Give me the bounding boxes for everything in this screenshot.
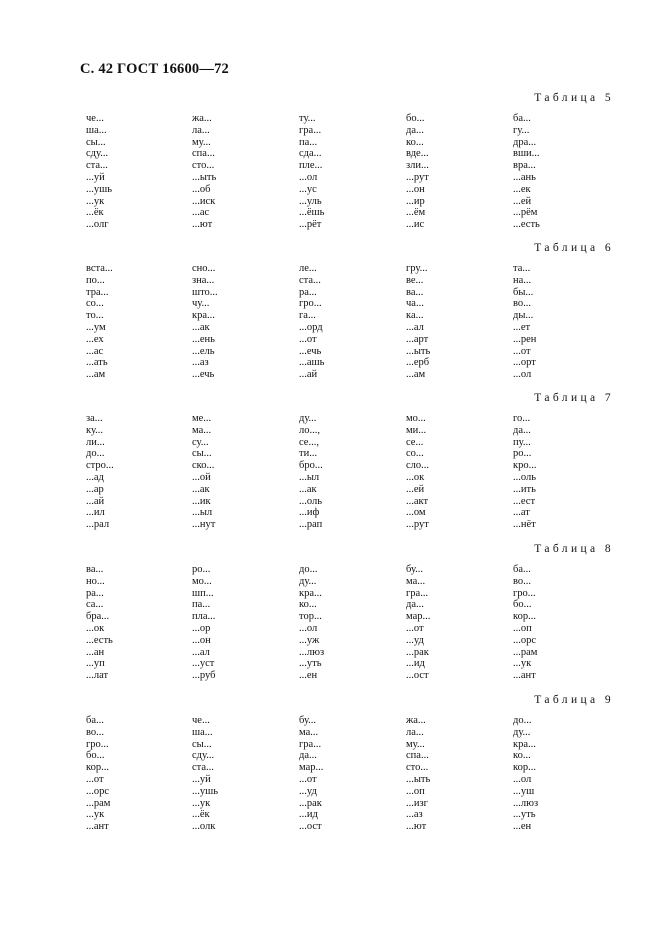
word-cell: бы...	[513, 286, 534, 298]
word-cell: ...ак	[192, 321, 210, 333]
table-caption: Таблица 8	[534, 543, 614, 555]
word-cell: ...ен	[513, 821, 532, 833]
table-column	[406, 263, 430, 381]
word-cell: ...ём	[406, 207, 426, 219]
word-cell: ко...	[406, 136, 424, 148]
word-cell: ско...	[192, 460, 215, 472]
word-cell: ...ен	[299, 670, 318, 682]
table-column	[299, 413, 323, 531]
word-cell: во...	[513, 298, 532, 310]
table-column	[192, 113, 216, 231]
word-cell: бра...	[86, 611, 110, 623]
word-cell: ...уть	[299, 658, 322, 670]
word-cell: ...ёк	[192, 809, 210, 821]
word-cell: мо...	[406, 413, 426, 424]
word-cell: су...	[192, 436, 209, 448]
word-cell: сло...	[406, 460, 430, 472]
word-cell: ста...	[86, 160, 108, 172]
word-cell: ...ик	[192, 495, 211, 507]
word-table	[0, 392, 662, 542]
word-cell: гро...	[86, 738, 109, 750]
word-cell: во...	[86, 726, 105, 738]
word-cell: гра...	[299, 738, 322, 750]
word-cell: ...ель	[192, 345, 215, 357]
word-cell: ...ук	[86, 195, 105, 207]
word-cell: со...	[406, 448, 424, 460]
word-cell: ко...	[299, 599, 317, 611]
word-cell: ма...	[406, 575, 426, 587]
word-cell: ...он	[406, 183, 425, 195]
word-cell: ...ор	[192, 622, 211, 634]
word-cell: пу...	[513, 436, 531, 448]
word-cell: ро...	[192, 564, 211, 575]
word-cell: ста...	[299, 274, 321, 286]
word-cell: до...	[513, 715, 532, 726]
word-cell: ...иф	[299, 507, 320, 519]
word-cell: ве...	[406, 274, 424, 286]
word-cell: ...ид	[299, 809, 318, 821]
word-cell: ...орт	[513, 357, 536, 369]
word-cell: ...ыл	[192, 507, 213, 519]
word-cell: кор...	[86, 762, 109, 774]
word-cell: ва...	[406, 286, 424, 298]
word-cell: мар...	[299, 762, 324, 774]
word-cell: кор...	[513, 762, 536, 774]
word-cell: че...	[86, 113, 104, 124]
word-cell: ...олк	[192, 821, 216, 833]
word-cell: се...	[406, 436, 424, 448]
table-column	[406, 113, 429, 231]
word-cell: спа...	[192, 148, 215, 160]
table-column	[513, 113, 540, 231]
word-cell: ды...	[513, 310, 534, 322]
word-cell: ...люз	[299, 646, 325, 658]
word-cell: ...ас	[86, 345, 104, 357]
word-cell: ...ук	[192, 797, 211, 809]
word-cell: шп...	[192, 587, 214, 599]
word-cell: ...от	[406, 622, 424, 634]
word-cell: ...олг	[86, 219, 109, 231]
word-cell: бо...	[86, 750, 105, 762]
word-cell: ...изг	[406, 797, 428, 809]
word-cell: ...рак	[299, 797, 322, 809]
word-cell: по...	[86, 274, 105, 286]
word-cell: ...ам	[406, 369, 426, 381]
word-cell: сы...	[192, 738, 212, 750]
word-cell: ...уть	[513, 809, 536, 821]
word-cell: ...ют	[192, 219, 213, 231]
table-column	[86, 564, 113, 682]
word-cell: сно...	[192, 263, 216, 274]
word-table	[0, 694, 662, 844]
word-cell: ...оль	[299, 495, 323, 507]
word-cell: вши...	[513, 148, 540, 160]
word-cell: ...ан	[86, 646, 105, 658]
word-cell: ...уш	[513, 785, 535, 797]
word-cell: гро...	[299, 298, 322, 310]
word-cell: ба...	[513, 564, 531, 575]
word-cell: сду...	[86, 148, 109, 160]
word-cell: жа...	[406, 715, 426, 726]
word-cell: ...ид	[406, 658, 425, 670]
table-column	[513, 715, 538, 833]
word-cell: ...ас	[192, 207, 210, 219]
word-cell: ра...	[299, 286, 317, 298]
word-cell: му...	[192, 136, 211, 148]
word-cell: па...	[299, 136, 318, 148]
table-caption: Таблица 7	[534, 392, 614, 404]
word-cell: ...ех	[86, 333, 104, 345]
table-column	[86, 413, 114, 531]
word-cell: ...ак	[192, 483, 210, 495]
word-cell: кро...	[513, 460, 537, 472]
word-cell: ...ань	[513, 171, 536, 183]
word-cell: ...ыть	[406, 773, 431, 785]
word-cell: кра...	[192, 310, 215, 322]
word-cell: ...уст	[192, 658, 215, 670]
word-cell: да...	[406, 599, 424, 611]
word-cell: ко...	[513, 750, 531, 762]
word-cell: ...ис	[406, 219, 425, 231]
word-cell: ду...	[299, 575, 317, 587]
word-cell: ...уд	[406, 634, 424, 646]
word-cell: кор...	[513, 611, 536, 623]
word-cell: да...	[406, 124, 424, 136]
word-cell: ...об	[192, 183, 211, 195]
table-column	[192, 715, 218, 833]
word-cell: ...ак	[299, 483, 317, 495]
word-cell: ...нёт	[513, 519, 536, 531]
word-cell: ...уй	[86, 171, 105, 183]
word-cell: ...от	[513, 345, 531, 357]
word-cell: сы...	[86, 136, 106, 148]
word-cell: ла...	[192, 124, 210, 136]
table-column	[406, 413, 429, 531]
word-cell: ...ам	[86, 369, 106, 381]
word-cell: ...от	[299, 773, 317, 785]
word-cell: гу...	[513, 124, 530, 136]
word-cell: ме...	[192, 413, 212, 424]
word-cell: жа...	[192, 113, 212, 124]
word-cell: ...ил	[86, 507, 105, 519]
word-cell: ша...	[86, 124, 107, 136]
word-cell: ...рут	[406, 519, 429, 531]
word-cell: гро...	[513, 587, 536, 599]
table-column	[406, 564, 430, 682]
word-cell: ...ал	[192, 646, 210, 658]
word-cell: ра...	[86, 587, 104, 599]
table-column	[192, 413, 215, 531]
word-cell: ло...,	[299, 424, 320, 436]
word-cell: ...ант	[513, 670, 536, 682]
word-cell: ду...	[299, 413, 317, 424]
word-cell: зна...	[192, 274, 215, 286]
word-cell: ти...	[299, 448, 318, 460]
word-table	[0, 242, 662, 392]
word-cell: ...ют	[406, 821, 427, 833]
word-cell: ...рак	[406, 646, 429, 658]
word-cell: ...орс	[86, 785, 110, 797]
word-cell: ша...	[192, 726, 213, 738]
page-header: С. 42 ГОСТ 16600—72	[80, 61, 229, 77]
table-column	[513, 413, 536, 531]
table-column	[86, 113, 112, 231]
word-cell: кра...	[513, 738, 536, 750]
word-cell: ...ок	[86, 622, 105, 634]
word-cell: ...руб	[192, 670, 216, 682]
word-cell: та...	[513, 263, 531, 274]
word-cell: бу...	[406, 564, 424, 575]
word-cell: гра...	[299, 124, 322, 136]
word-cell: ...рам	[513, 646, 538, 658]
word-cell: ...уль	[299, 195, 322, 207]
word-cell: до...	[299, 564, 318, 575]
word-cell: бо...	[513, 599, 532, 611]
word-cell: ...аз	[406, 809, 423, 821]
word-cell: тор...	[299, 611, 322, 623]
word-cell: ча...	[406, 298, 424, 310]
word-cell: мо...	[192, 575, 212, 587]
word-cell: гра...	[406, 587, 429, 599]
word-cell: ...аз	[192, 357, 209, 369]
table-column	[299, 113, 324, 231]
word-cell: во...	[513, 575, 532, 587]
word-cell: ...ад	[86, 471, 104, 483]
word-cell: га...	[299, 310, 316, 322]
word-cell: ли...	[86, 436, 105, 448]
word-cell: ...оп	[406, 785, 425, 797]
word-cell: сто...	[406, 762, 429, 774]
word-cell: ...орс	[513, 634, 537, 646]
word-cell: ...ыл	[299, 471, 320, 483]
word-cell: стро...	[86, 460, 114, 472]
word-cell: ...рам	[86, 797, 111, 809]
word-cell: ро...	[513, 448, 532, 460]
word-cell: ...ерб	[406, 357, 430, 369]
word-cell: зли...	[406, 160, 429, 172]
word-cell: ...ушь	[192, 785, 218, 797]
word-cell: ...ечь	[192, 369, 215, 381]
word-cell: ...ой	[192, 471, 211, 483]
word-cell: ...рал	[86, 519, 110, 531]
word-cell: чу...	[192, 298, 210, 310]
word-cell: ...ест	[513, 495, 536, 507]
word-cell: ма...	[192, 424, 212, 436]
word-cell: ...рём	[513, 207, 538, 219]
table-column	[192, 263, 218, 381]
word-cell: ...он	[192, 634, 211, 646]
word-cell: да...	[513, 424, 531, 436]
word-cell: ...уй	[192, 773, 211, 785]
word-cell: ...ук	[513, 658, 532, 670]
word-cell: ...ёк	[86, 207, 104, 219]
word-cell: ...оп	[513, 622, 532, 634]
word-cell: ...ост	[406, 670, 429, 682]
word-cell: ...ей	[513, 195, 532, 207]
word-cell: ...от	[86, 773, 104, 785]
word-cell: но...	[86, 575, 105, 587]
word-cell: ...ум	[86, 321, 106, 333]
word-cell: го...	[513, 413, 531, 424]
word-cell: че...	[192, 715, 210, 726]
table-column	[299, 715, 323, 833]
word-cell: ...ушь	[86, 183, 112, 195]
word-cell: ...ыть	[192, 171, 217, 183]
word-cell: ...оль	[513, 471, 537, 483]
word-cell: ...ет	[513, 321, 531, 333]
word-cell: вра...	[513, 160, 536, 172]
word-cell: до...	[86, 448, 105, 460]
word-cell: ...ол	[299, 622, 318, 634]
word-cell: спа...	[406, 750, 429, 762]
word-cell: ...ёшь	[299, 207, 325, 219]
word-cell: да...	[299, 750, 317, 762]
word-cell: ...орд	[299, 321, 323, 333]
word-cell: ла...	[406, 726, 424, 738]
word-cell: ста...	[192, 762, 214, 774]
table-caption: Таблица 5	[534, 92, 614, 104]
word-cell: ...ол	[299, 171, 318, 183]
word-cell: ...ол	[513, 773, 532, 785]
word-cell: ...нут	[192, 519, 216, 531]
word-cell: ...ек	[513, 183, 531, 195]
word-cell: ми...	[406, 424, 427, 436]
word-cell: ...уд	[299, 785, 317, 797]
table-column	[299, 564, 324, 682]
word-cell: ...рен	[513, 333, 537, 345]
word-cell: ...есть	[86, 634, 113, 646]
word-cell: ...ар	[86, 483, 104, 495]
word-cell: ...уж	[299, 634, 320, 646]
word-cell: ма...	[299, 726, 319, 738]
word-cell: се...,	[299, 436, 319, 448]
word-table	[0, 92, 662, 242]
word-cell: бу...	[299, 715, 317, 726]
word-cell: ...ук	[86, 809, 105, 821]
word-cell: сто...	[192, 160, 215, 172]
table-column	[86, 263, 113, 381]
word-cell: ...ать	[86, 357, 108, 369]
word-cell: ...есть	[513, 219, 540, 231]
word-cell: ...рап	[299, 519, 323, 531]
word-cell: му...	[406, 738, 425, 750]
word-cell: ...ень	[192, 333, 215, 345]
word-cell: ...ост	[299, 821, 322, 833]
word-cell: кра...	[299, 587, 322, 599]
word-cell: ...ал	[406, 321, 424, 333]
word-cell: вде...	[406, 148, 429, 160]
word-cell: ...ир	[406, 195, 425, 207]
word-cell: вста...	[86, 263, 113, 274]
word-cell: ...ечь	[299, 345, 322, 357]
table-column	[192, 564, 215, 682]
word-cell: ...ыть	[406, 345, 431, 357]
word-cell: сду...	[192, 750, 215, 762]
word-cell: ...ашь	[299, 357, 325, 369]
word-cell: пле...	[299, 160, 323, 172]
word-cell: ку...	[86, 424, 104, 436]
table-column	[406, 715, 430, 833]
word-cell: ...ить	[513, 483, 536, 495]
table-column	[299, 263, 324, 381]
word-cell: сы...	[192, 448, 212, 460]
word-cell: бо...	[406, 113, 425, 124]
word-cell: бро...	[299, 460, 323, 472]
word-cell: ту...	[299, 113, 316, 124]
word-cell: ду...	[513, 726, 531, 738]
word-cell: гру...	[406, 263, 428, 274]
word-cell: ...акт	[406, 495, 429, 507]
word-cell: ...рут	[406, 171, 429, 183]
word-cell: ...уп	[86, 658, 105, 670]
word-cell: ...ант	[86, 821, 109, 833]
word-cell: ле...	[299, 263, 317, 274]
word-cell: ба...	[86, 715, 104, 726]
table-caption: Таблица 6	[534, 242, 614, 254]
word-cell: пла...	[192, 611, 216, 623]
word-cell: па...	[192, 599, 211, 611]
word-cell: ...ол	[513, 369, 532, 381]
word-cell: ...ом	[406, 507, 426, 519]
word-cell: то...	[86, 310, 104, 322]
word-cell: на...	[513, 274, 532, 286]
table-caption: Таблица 9	[534, 694, 614, 706]
word-cell: ба...	[513, 113, 531, 124]
word-cell: ...ок	[406, 471, 425, 483]
word-cell: са...	[86, 599, 104, 611]
word-cell: ка...	[406, 310, 424, 322]
word-cell: мар...	[406, 611, 431, 623]
word-cell: ...лат	[86, 670, 109, 682]
table-column	[513, 564, 537, 682]
word-cell: ...ус	[299, 183, 317, 195]
word-cell: сда...	[299, 148, 322, 160]
word-cell: тра...	[86, 286, 109, 298]
word-cell: ва...	[86, 564, 104, 575]
word-cell: со...	[86, 298, 104, 310]
word-cell: ...иск	[192, 195, 216, 207]
word-cell: ...рёт	[299, 219, 322, 231]
word-cell: ...ай	[86, 495, 105, 507]
word-cell: за...	[86, 413, 103, 424]
word-cell: ...ей	[406, 483, 425, 495]
table-column	[86, 715, 110, 833]
word-cell: ...от	[299, 333, 317, 345]
word-cell: ...люз	[513, 797, 539, 809]
table-column	[513, 263, 536, 381]
word-table	[0, 543, 662, 693]
word-cell: ...ай	[299, 369, 318, 381]
word-cell: дра...	[513, 136, 537, 148]
word-cell: ...ат	[513, 507, 530, 519]
word-cell: ...арт	[406, 333, 429, 345]
word-cell: што...	[192, 286, 218, 298]
